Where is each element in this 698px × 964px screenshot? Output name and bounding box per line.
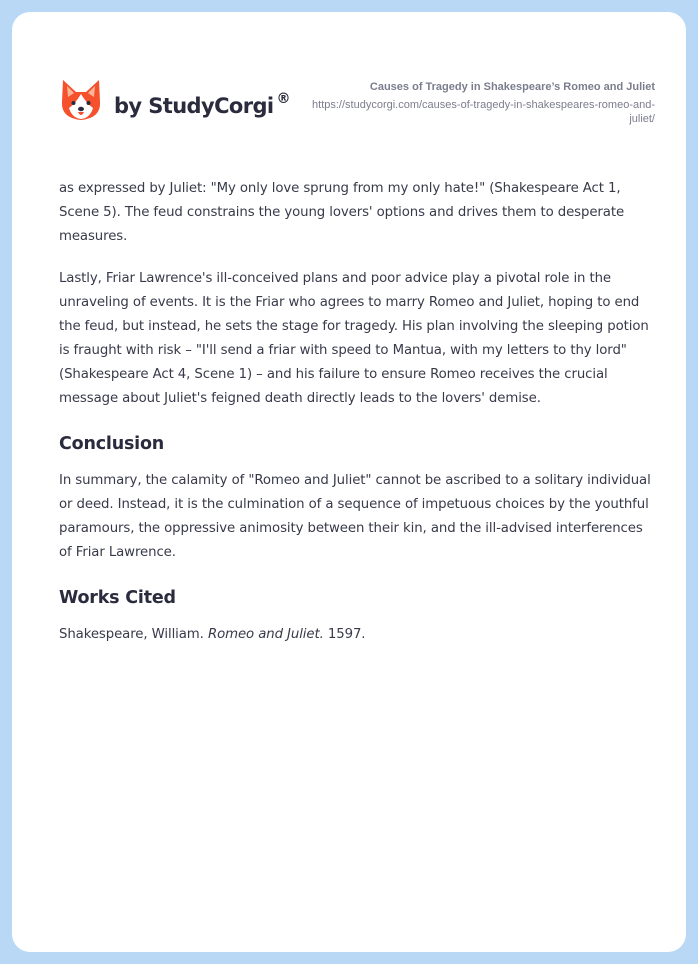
citation-title: Romeo and Juliet. xyxy=(207,627,324,642)
conclusion-paragraph: In summary, the calamity of "Romeo and Juliet" cannot be ascribed to a solitary individual or deed. Instead, it is the culmination of a sequence of impetuous choices by the youthful paramours, the oppressive animosity between their kin, and the ill-advised interferences of Friar Lawrence. xyxy=(59,473,651,560)
conclusion-heading: Conclusion xyxy=(59,434,165,454)
paragraph-friar-lawrence: Lastly, Friar Lawrence's ill-conceived plans and poor advice play a pivotal role in the unraveling of events. It is the Friar who agrees to marry Romeo and Juliet, hoping to end the feud, but instead, he sets the stage for tragedy. His plan involving the sleeping potion is fraught with risk – "I'll send a friar with speed to Mantua, with my letters to thy lord" (Shakespeare Act 4, Scene 1) – and his failure to ensure Romeo receives the crucial message about Juliet's feigned death directly leads to the lovers' demise. xyxy=(59,271,649,406)
document-meta xyxy=(310,80,655,126)
registered-mark: ® xyxy=(276,90,290,107)
works-cited-heading: Works Cited xyxy=(59,588,176,608)
citation-entry xyxy=(59,623,655,647)
citation-year: 1597. xyxy=(327,627,366,642)
essay-content xyxy=(59,177,655,665)
citation-author: Shakespeare, William. xyxy=(59,627,204,642)
document-page xyxy=(12,12,686,952)
document-url[interactable]: https://studycorgi.com/causes-of-tragedy-in-shakespeares-romeo-and-juliet/ xyxy=(312,99,655,125)
corgi-icon xyxy=(60,78,102,122)
paragraph-feud-continued: as expressed by Juliet: "My only love sprung from my only hate!" (Shakespeare Act 1, Scene 5). The feud constrains the young lovers' options and drives them to desperate measures. xyxy=(59,181,625,244)
page-header xyxy=(12,12,686,152)
studycorgi-logo[interactable] xyxy=(60,76,290,124)
document-title: Causes of Tragedy in Shakespeare’s Romeo and Juliet xyxy=(369,81,655,93)
brand-name: by StudyCorgi ® xyxy=(114,90,290,118)
